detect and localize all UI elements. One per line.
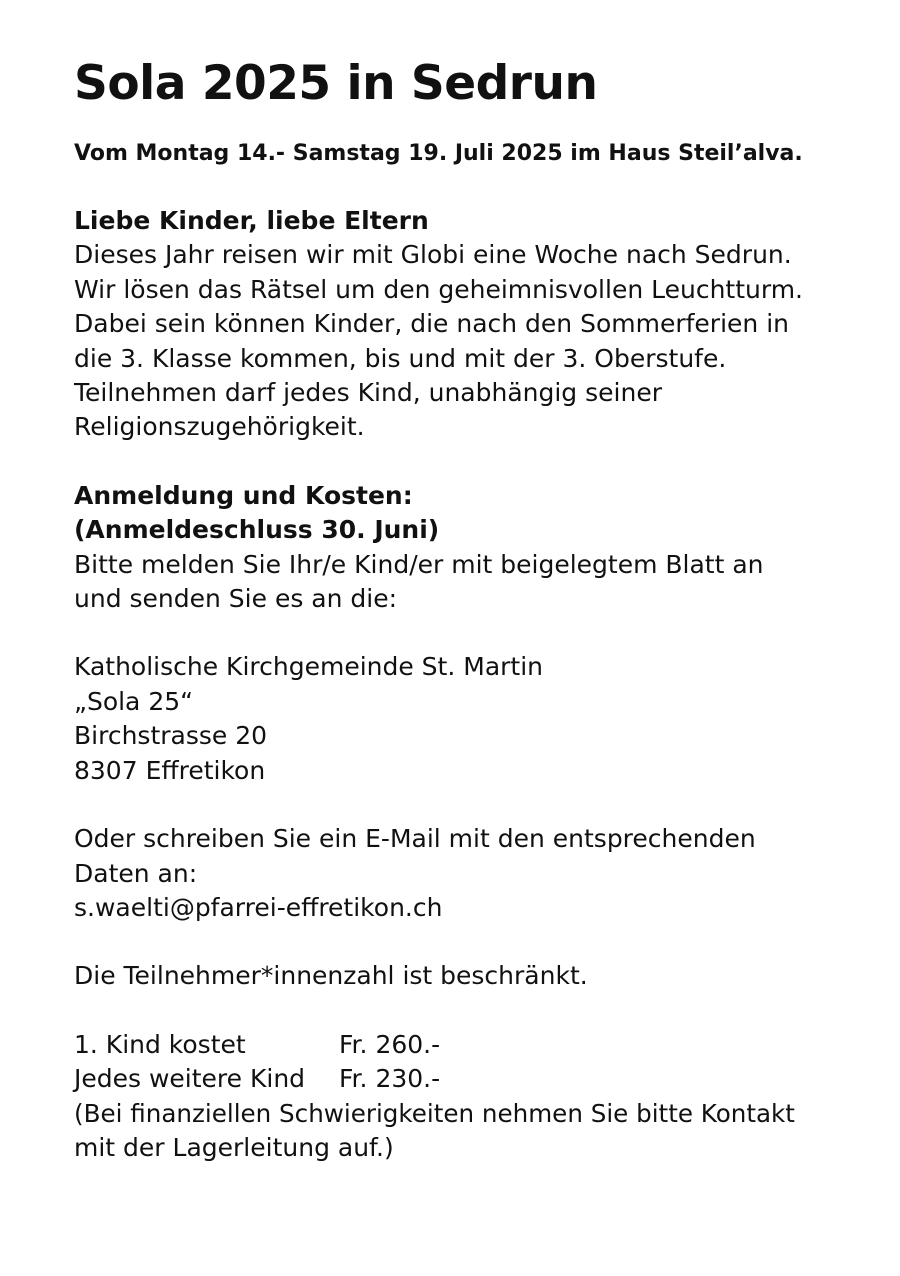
intro-line: Wir lösen das Rätsel um den geheimnisvollen Leuchtturm. [74, 274, 804, 304]
postal-address [74, 650, 840, 788]
registration-line: Bitte melden Sie Ihr/e Kind/er mit beigelegtem Blatt an [74, 549, 764, 579]
email-address: s.waelti@pfarrei-effretikon.ch [74, 892, 443, 922]
intro-section [74, 204, 840, 445]
registration-deadline: (Anmeldeschluss 30. Juni) [74, 515, 440, 545]
intro-line: Dieses Jahr reisen wir mit Globi eine Woche nach Sedrun. [74, 240, 792, 270]
registration-line: und senden Sie es an die: [74, 584, 398, 614]
date-location-subtitle: Vom Montag 14.- Samstag 19. Juli 2025 im Haus Steil’alva. [74, 141, 803, 166]
address-line: Katholische Kirchgemeinde St. Martin [74, 652, 544, 682]
intro-line: die 3. Klasse kommen, bis und mit der 3. Oberstufe. [74, 343, 727, 373]
page-title: Sola 2025 in Sedrun [74, 56, 598, 111]
address-line: Birchstrasse 20 [74, 721, 268, 751]
price-row-first-child [74, 1028, 840, 1062]
price-row-additional-child [74, 1062, 840, 1096]
intro-line: Teilnehmen darf jedes Kind, unabhängig seiner [74, 378, 662, 408]
price-label: Jedes weitere Kind [74, 1064, 306, 1094]
price-value: Fr. 260.- [339, 1029, 441, 1059]
email-instruction-line: Daten an: [74, 858, 198, 888]
registration-heading: Anmeldung und Kosten: [74, 480, 413, 510]
registration-section [74, 479, 840, 617]
price-label: 1. Kind kostet [74, 1029, 246, 1059]
email-instruction-line: Oder schreiben Sie ein E-Mail mit den entsprechenden [74, 824, 756, 854]
limit-section [74, 959, 840, 993]
address-line: „Sola 25“ [74, 686, 194, 716]
intro-line: Dabei sein können Kinder, die nach den Sommerferien in [74, 309, 789, 339]
hardship-note-line: mit der Lagerleitung auf.) [74, 1132, 394, 1162]
participant-limit-note: Die Teilnehmer*innenzahl ist beschränkt. [74, 961, 588, 991]
pricing-section [74, 1028, 840, 1166]
intro-line: Religionszugehörigkeit. [74, 412, 365, 442]
hardship-note-line: (Bei finanziellen Schwierigkeiten nehmen Sie bitte Kontakt [74, 1098, 795, 1128]
email-section [74, 822, 840, 925]
intro-heading: Liebe Kinder, liebe Eltern [74, 206, 429, 235]
address-line: 8307 Effretikon [74, 755, 266, 785]
price-value: Fr. 230.- [339, 1064, 441, 1094]
